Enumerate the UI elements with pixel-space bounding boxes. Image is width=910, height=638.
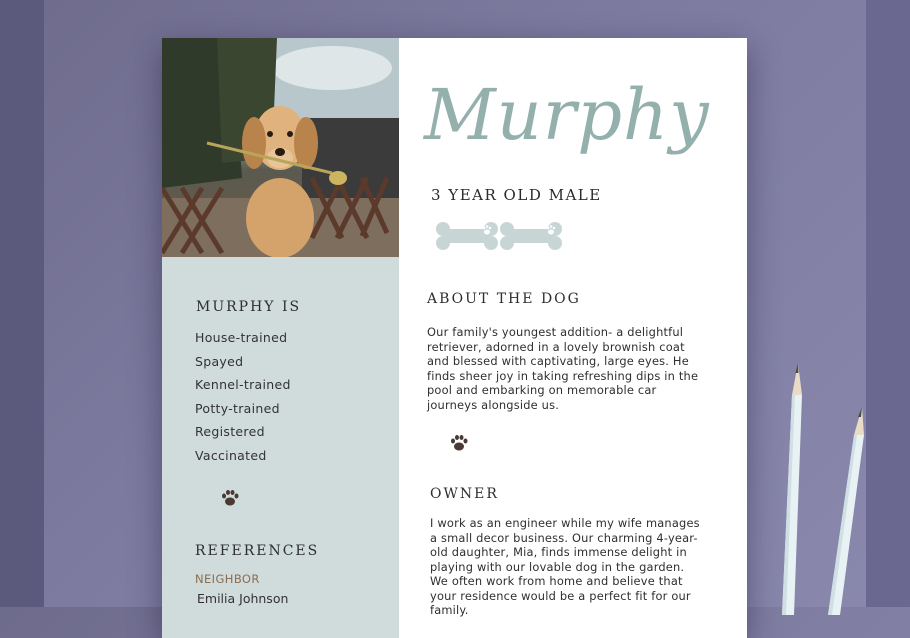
dog-photo <box>162 38 399 257</box>
wall-edge-left <box>0 0 44 607</box>
traits-heading: MURPHY IS <box>196 299 302 315</box>
list-item: Potty-trained <box>195 400 280 416</box>
owner-heading: OWNER <box>430 486 499 502</box>
list-item: Spayed <box>195 353 244 369</box>
reference-name: Emilia Johnson <box>197 591 289 606</box>
list-item: Vaccinated <box>195 447 267 463</box>
references-heading: REFERENCES <box>195 543 320 559</box>
resume-sheet <box>162 38 747 638</box>
traits-list <box>195 330 291 472</box>
list-item: Registered <box>195 424 265 440</box>
about-heading: ABOUT THE DOG <box>427 291 581 307</box>
bone-icon <box>435 220 565 252</box>
paw-icon <box>220 488 240 508</box>
list-item: House-trained <box>195 330 288 345</box>
paw-icon <box>449 433 469 453</box>
list-item: Kennel-trained <box>195 377 291 393</box>
reference-role: NEIGHBOR <box>195 572 260 586</box>
pencils <box>770 355 880 615</box>
owner-text: I work as an engineer while my wife manages a small decor business. Our charming 4-year-old daughter, Mia, finds immense delight in playing with our lovable dog in the garden. We often work from home and believe that your residence would be a perfect fit for our family. <box>430 516 700 617</box>
dog-subtitle: 3 YEAR OLD MALE <box>431 186 602 204</box>
about-text: Our family's youngest addition- a delightful retriever, adorned in a lovely brownish coat and blessed with captivating, large eyes. He finds sheer joy in taking refreshing dips in the pool and embarking on memorable car journeys alongside us. <box>427 325 699 412</box>
dog-name: Murphy <box>424 74 710 156</box>
